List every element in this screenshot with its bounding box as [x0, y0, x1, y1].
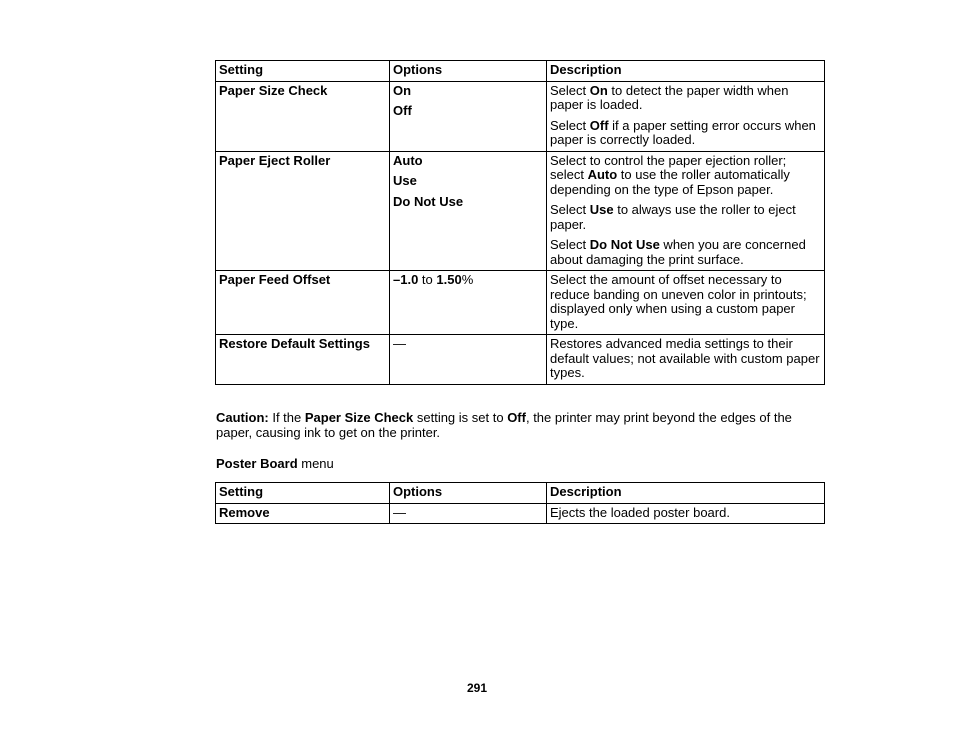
poster-board-menu-heading: [216, 456, 334, 471]
text-run: Select: [550, 117, 590, 133]
option-value: Use: [393, 173, 417, 188]
setting-cell: Paper Eject Roller: [216, 151, 390, 271]
text-run: Select: [550, 202, 590, 217]
poster-board-table: [215, 482, 825, 524]
description-cell: [547, 271, 825, 335]
text-run: If the: [268, 410, 305, 425]
option-value: —: [393, 336, 406, 351]
text-run: to use the roller automatically depending on the type of Epson paper.: [550, 167, 790, 197]
description-paragraph: [550, 84, 821, 113]
text-run: setting is set to: [413, 410, 508, 425]
bold-text: Use: [589, 202, 614, 217]
column-header-options: Options: [390, 483, 547, 504]
description-cell: [547, 81, 825, 151]
bold-text: Off: [507, 410, 526, 425]
description-paragraph: [550, 238, 821, 267]
text-run: if a paper setting error occurs when paper is correctly loaded.: [550, 117, 816, 147]
options-cell: [390, 335, 547, 385]
description-paragraph: [550, 154, 821, 198]
bold-text: –1.0: [393, 272, 419, 287]
option-value: Off: [393, 103, 412, 118]
bold-text: Do Not Use: [589, 237, 660, 252]
bold-text: On: [589, 82, 608, 98]
description-paragraph: [550, 337, 821, 381]
text-run: to: [418, 272, 437, 287]
table-row: [216, 271, 825, 335]
text-run: Restores advanced media settings to their default values; not available with custom paper types.: [550, 336, 820, 380]
description-paragraph: [550, 273, 821, 331]
settings-table: [215, 60, 825, 385]
table-row: [216, 81, 825, 151]
text-run: when you are concerned about damaging the print surface.: [550, 237, 806, 267]
text-run: Select: [550, 82, 590, 98]
table-row: [216, 151, 825, 271]
text-run: to detect the paper width when paper is loaded.: [550, 82, 789, 112]
options-cell: [390, 151, 547, 271]
column-header-options: Options: [390, 61, 547, 82]
text-run: Select: [550, 237, 590, 252]
option-value: Do Not Use: [393, 193, 464, 209]
caution-note: [216, 410, 816, 440]
description-paragraph: [550, 203, 821, 232]
text-run: %: [461, 272, 474, 287]
bold-text: 1.50: [436, 272, 462, 287]
description-cell: [547, 151, 825, 271]
setting-cell: Restore Default Settings: [216, 335, 390, 385]
column-header-setting: Setting: [216, 61, 390, 82]
options-cell: —: [390, 503, 547, 524]
menu-heading-bold: Poster Board: [216, 456, 298, 471]
column-header-description: Description: [547, 483, 825, 504]
table-row: [216, 335, 825, 385]
menu-heading-rest: menu: [297, 456, 334, 471]
description-paragraph: [550, 119, 821, 148]
setting-cell: Paper Size Check: [216, 81, 390, 151]
option-value: Auto: [393, 152, 423, 168]
options-cell: [390, 271, 547, 335]
page-number: 291: [466, 681, 488, 695]
options-cell: [390, 81, 547, 151]
setting-cell: Paper Feed Offset: [216, 271, 390, 335]
text-run: Select to control the paper ejection roller; select: [550, 152, 787, 182]
description-cell: Ejects the loaded poster board.: [547, 503, 825, 524]
description-cell: [547, 335, 825, 385]
bold-text: Off: [589, 117, 609, 133]
text-run: to always use the roller to eject paper.: [550, 202, 796, 232]
column-header-setting: Setting: [216, 483, 390, 504]
bold-text: Caution:: [216, 410, 269, 425]
bold-text: Paper Size Check: [304, 410, 414, 425]
option-value: On: [393, 82, 412, 98]
setting-cell: Remove: [216, 503, 390, 524]
text-run: Select the amount of offset necessary to reduce banding on uneven color in printouts; displayed only when using a custom paper type.: [550, 272, 807, 331]
bold-text: Auto: [587, 167, 618, 182]
table-header-row: [216, 483, 825, 504]
table-header-row: [216, 61, 825, 82]
table-row: [216, 503, 825, 524]
text-run: , the printer may print beyond the edges of the paper, causing ink to get on the printer.: [216, 410, 792, 440]
column-header-description: Description: [547, 61, 825, 82]
